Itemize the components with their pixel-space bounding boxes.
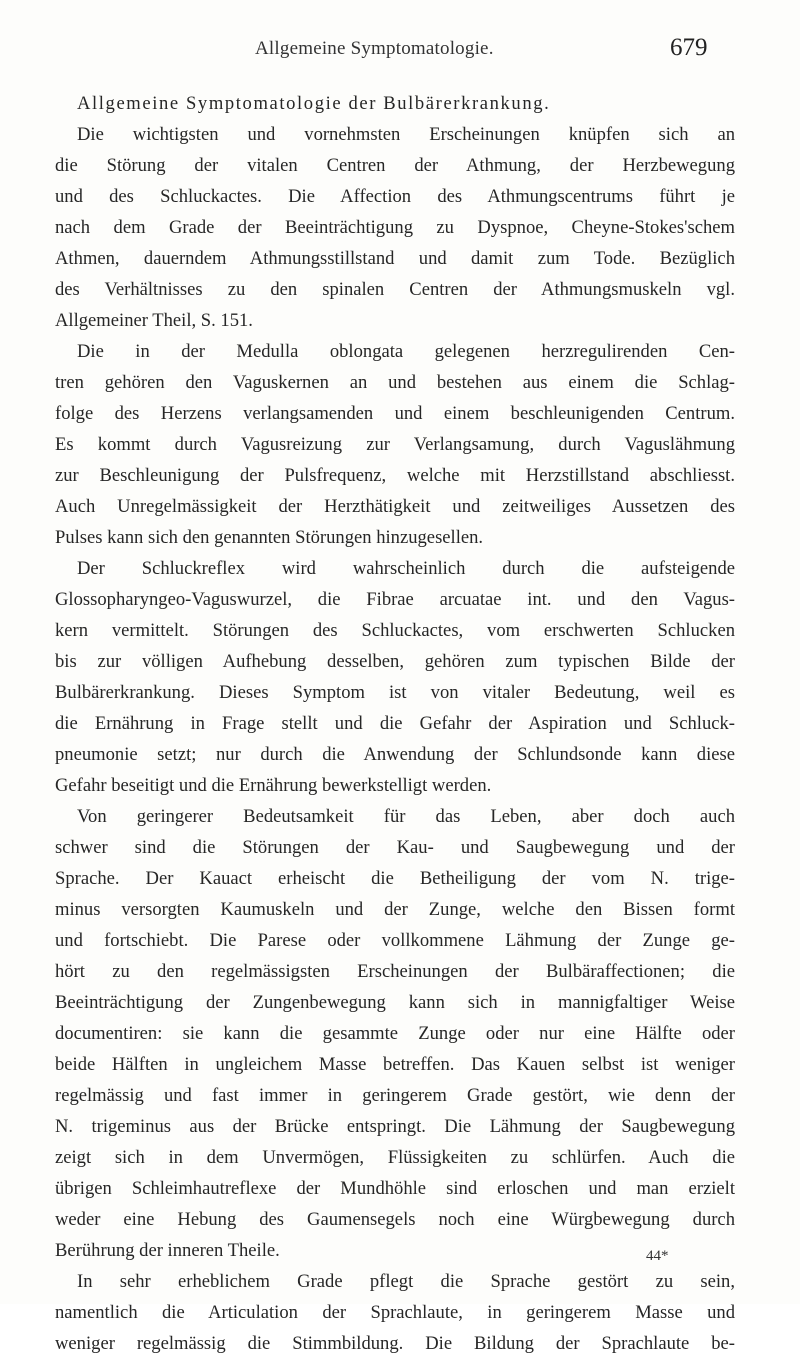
text-line: Bulbärerkrankung. Dieses Symptom ist von vitaler Bedeutung, weil es xyxy=(55,682,735,703)
page-number: 679 xyxy=(670,34,708,61)
text-line: Die in der Medulla oblongata gelegenen herzregulirenden Cen- xyxy=(77,341,735,362)
text-line: namentlich die Articulation der Sprachlaute, in geringerem Masse und xyxy=(55,1302,735,1323)
text-line: die Ernährung in Frage stellt und die Gefahr der Aspiration und Schluck- xyxy=(55,713,735,734)
text-line: bis zur völligen Aufhebung desselben, gehören zum typischen Bilde der xyxy=(55,651,735,672)
text-line: In sehr erheblichem Grade pflegt die Sprache gestört zu sein, xyxy=(77,1271,735,1292)
text-line: Beeinträchtigung der Zungenbewegung kann sich in mannigfaltiger Weise xyxy=(55,992,735,1013)
text-line: Berührung der inneren Theile. xyxy=(55,1240,280,1261)
body-text xyxy=(55,88,735,1359)
running-title: Allgemeine Symptomatologie. xyxy=(255,38,494,59)
text-line: hört zu den regelmässigsten Erscheinungen der Bulbäraffectionen; die xyxy=(55,961,735,982)
text-line: die Störung der vitalen Centren der Athmung, der Herzbewegung xyxy=(55,155,735,176)
text-line: regelmässig und fast immer in geringerem Grade gestört, wie denn der xyxy=(55,1085,735,1106)
text-line: documentiren: sie kann die gesammte Zunge oder nur eine Hälfte oder xyxy=(55,1023,735,1044)
text-line: N. trigeminus aus der Brücke entspringt. Die Lähmung der Saugbewegung xyxy=(55,1116,735,1137)
text-line: weniger regelmässig die Stimmbildung. Die Bildung der Sprachlaute be- xyxy=(55,1333,735,1354)
text-line: zeigt sich in dem Unvermögen, Flüssigkeiten zu schlürfen. Auch die xyxy=(55,1147,735,1168)
running-header xyxy=(0,34,800,74)
text-line: übrigen Schleimhautreflexe der Mundhöhle sind erloschen und man erzielt xyxy=(55,1178,735,1199)
text-line: Pulses kann sich den genannten Störungen hinzugesellen. xyxy=(55,527,484,548)
text-line: weder eine Hebung des Gaumensegels noch eine Würgbewegung durch xyxy=(55,1209,735,1230)
text-line: Es kommt durch Vagusreizung zur Verlangsamung, durch Vaguslähmung xyxy=(55,434,735,455)
text-line: nach dem Grade der Beeinträchtigung zu Dyspnoe, Cheyne-Stokes'schem xyxy=(55,217,735,238)
text-line: Athmen, dauerndem Athmungsstillstand und damit zum Tode. Bezüglich xyxy=(55,248,735,269)
text-line: Allgemeiner Theil, S. 151. xyxy=(55,310,253,331)
text-line: Die wichtigsten und vornehmsten Erscheinungen knüpfen sich an xyxy=(77,124,735,145)
text-line: beide Hälften in ungleichem Masse betreffen. Das Kauen selbst ist weniger xyxy=(55,1054,735,1075)
text-line: folge des Herzens verlangsamenden und einem beschleunigenden Centrum. xyxy=(55,403,735,424)
section-heading: Allgemeine Symptomatologie der Bulbärerkrankung. xyxy=(77,93,551,114)
text-line: schwer sind die Störungen der Kau- und Saugbewegung und der xyxy=(55,837,735,858)
text-line: minus versorgten Kaumuskeln und der Zunge, welche den Bissen formt xyxy=(55,899,735,920)
text-line: kern vermittelt. Störungen des Schluckactes, vom erschwerten Schlucken xyxy=(55,620,735,641)
text-line: zur Beschleunigung der Pulsfrequenz, welche mit Herzstillstand abschliesst. xyxy=(55,465,735,486)
text-line: Auch Unregelmässigkeit der Herzthätigkeit und zeitweiliges Aussetzen des xyxy=(55,496,735,517)
signature-mark: 44* xyxy=(646,1248,669,1264)
text-line: pneumonie setzt; nur durch die Anwendung der Schlundsonde kann diese xyxy=(55,744,735,765)
text-line: Gefahr beseitigt und die Ernährung bewerkstelligt werden. xyxy=(55,775,492,796)
text-line: Der Schluckreflex wird wahrscheinlich durch die aufsteigende xyxy=(77,558,735,579)
text-line: des Verhältnisses zu den spinalen Centren der Athmungsmuskeln vgl. xyxy=(55,279,735,300)
text-line: Sprache. Der Kauact erheischt die Betheiligung der vom N. trige- xyxy=(55,868,735,889)
text-line: und des Schluckactes. Die Affection des Athmungscentrums führt je xyxy=(55,186,735,207)
text-line: tren gehören den Vaguskernen an und bestehen aus einem die Schlag- xyxy=(55,372,735,393)
text-line: Glossopharyngeo-Vaguswurzel, die Fibrae arcuatae int. und den Vagus- xyxy=(55,589,735,610)
text-line: und fortschiebt. Die Parese oder vollkommene Lähmung der Zunge ge- xyxy=(55,930,735,951)
text-line: Von geringerer Bedeutsamkeit für das Leben, aber doch auch xyxy=(77,806,735,827)
